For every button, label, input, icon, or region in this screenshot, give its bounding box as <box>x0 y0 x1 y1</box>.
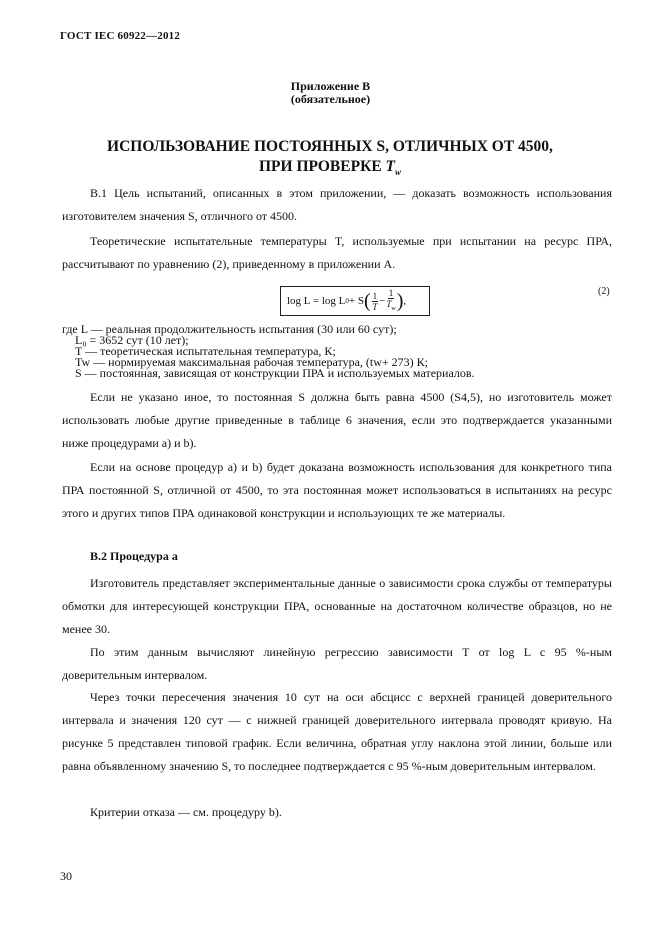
paragraph-procedures: Если на основе процедур a) и b) будет доказана возможность использования для конкретного типа ПРА постоянной S, отличной от 4500, то эта постоянная может использоваться в испытаниях на ресурс этого и других типов ПРА одинаковой конструкции и использующих те же материалы. <box>62 460 612 520</box>
frac2-den-sub: w <box>391 305 396 312</box>
paragraph-manufacturer-data: Изготовитель представляет экспериментальные данные о зависимости срока службы от температуры обмотки для интересующей конструкции ПРА, основанные на достаточном количестве образцов, но не менее 30. <box>62 576 612 636</box>
paragraph-constant-s: Если не указано иное, то постоянная S должна быть равна 4500 (S4,5), но изготовитель может использовать любые другие приведенные в таблице 6 значения, если это подтверждается указанными ниже процедурами a) и b). <box>62 390 612 450</box>
appendix-label: Приложение В <box>290 79 371 93</box>
appendix-status: (обязательное) <box>290 92 371 106</box>
appendix-title-line1: ИСПОЛЬЗОВАНИЕ ПОСТОЯННЫХ S, ОТЛИЧНЫХ ОТ 4500, <box>107 138 553 155</box>
equation-box <box>280 286 430 316</box>
where-line-4: Tw — нормируемая максимальная рабочая температура, (tw+ 273) К; <box>75 355 429 369</box>
paragraph-b1: В.1 Цель испытаний, описанных в этом приложении, — доказать возможность использования изготовителем значения S, отличного от 4500. <box>62 186 612 223</box>
formula-plus: + S <box>348 295 364 307</box>
formula-lhs-sub: 0 <box>345 297 349 305</box>
where-line-5: S — постоянная, зависящая от конструкции ПРА и используемых материалов. <box>75 366 475 380</box>
page-number: 30 <box>60 869 72 883</box>
formula-fraction-1 <box>372 291 379 312</box>
frac2-num: 1 <box>388 288 394 299</box>
appendix-title-line2 <box>80 157 580 182</box>
equation-number: (2) <box>598 286 610 297</box>
formula-tail: , <box>403 295 407 307</box>
title-prefix: ПРИ ПРОВЕРКЕ <box>258 158 386 175</box>
section-heading-b2: В.2 Процедура a <box>90 549 178 563</box>
frac2-den <box>386 299 395 314</box>
frac2-den-var: T <box>386 299 392 310</box>
where-line-1: где L — реальная продолжительность испытания (30 или 60 сут); <box>62 322 397 336</box>
title-var-sub: w <box>395 167 402 178</box>
document-header: ГОСТ IEC 60922—2012 <box>60 30 181 42</box>
where-line-3: T — теоретическая испытательная температура, К; <box>75 344 336 358</box>
formula-minus: − <box>379 295 386 307</box>
formula-fraction-2 <box>386 288 395 314</box>
formula-paren-close: ) <box>396 290 404 312</box>
paragraph-failure-criteria: Критерии отказа — см. процедуру b). <box>90 805 282 819</box>
title-var: T <box>385 158 395 175</box>
paragraph-curve: Через точки пересечения значения 10 сут на оси абсцисс с верхней границей доверительного интервала и значения 120 сут — с нижней границей доверительного интервала проводят кривую. На рисунке 5 представлен типовой график. Если величина, обратная углу наклона этой линии, больше или равна объявленному значению S, то последнее подтверждается с 95 %-ным доверительным интервалом. <box>62 690 612 773</box>
paragraph-theory: Теоретические испытательные температуры T, используемые при испытании на ресурс ПРА, рассчитывают по уравнению (2), приведенному в приложении А. <box>62 234 612 271</box>
paragraph-regression: По этим данным вычисляют линейную регрессию зависимости T от log L с 95 %-ным доверительным интервалом. <box>62 645 612 682</box>
formula-paren-open: ( <box>363 290 371 312</box>
frac1-num: 1 <box>372 290 378 301</box>
frac1-den: T <box>372 301 378 312</box>
where-line-2: L₀ = 3652 сут (10 лет); <box>75 333 189 347</box>
formula-lhs: log L = log L <box>287 295 346 307</box>
